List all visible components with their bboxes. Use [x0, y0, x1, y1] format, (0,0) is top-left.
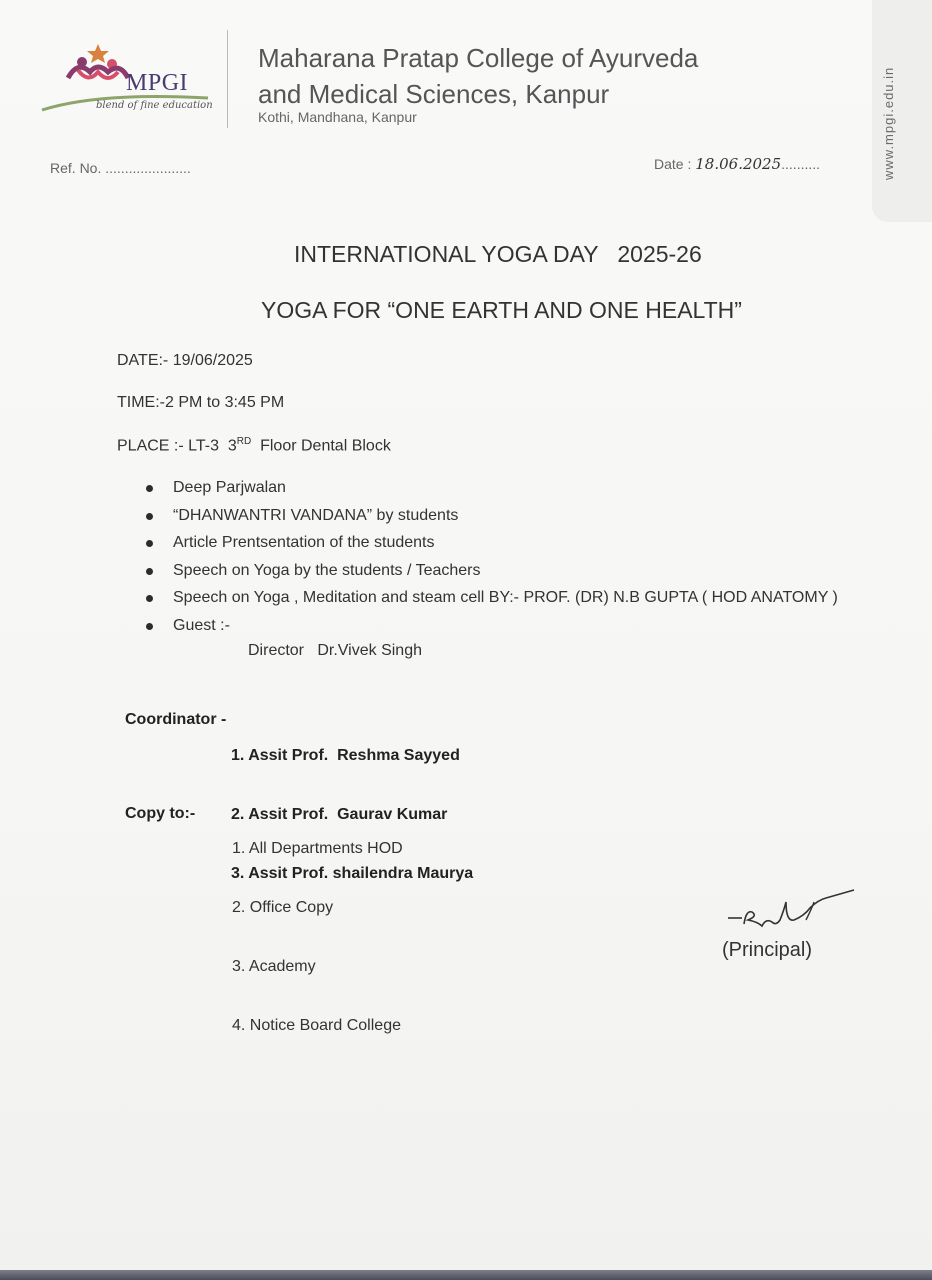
coordinator-label: Coordinator -	[125, 711, 227, 728]
copy-to-label: Copy to:-	[125, 805, 196, 822]
program-item-text: “DHANWANTRI VANDANA” by students	[173, 506, 459, 524]
date-trail: ..........	[781, 156, 821, 172]
program-item-text: Deep Parjwalan	[173, 479, 286, 496]
website-text: www.mpgi.edu.in	[881, 66, 896, 180]
list-item: 3. Assit Prof. shailendra Maurya	[231, 865, 474, 882]
list-item	[144, 561, 838, 589]
notice-subtitle: YOGA FOR “ONE EARTH AND ONE HEALTH”	[261, 297, 742, 323]
college-name-line2: and Medical Sciences, Kanpur	[258, 79, 610, 109]
bullet-icon	[146, 568, 153, 575]
list-item	[144, 616, 838, 644]
page-bottom-edge	[0, 1270, 932, 1280]
list-item	[144, 588, 838, 616]
date-handwritten: 18.06.2025	[695, 155, 782, 173]
signature-icon	[722, 880, 862, 940]
bullet-icon	[146, 595, 153, 602]
list-item: 2. Assit Prof. Gaurav Kumar	[231, 806, 448, 823]
list-item: 3. Academy	[232, 958, 316, 975]
event-time: TIME:-2 PM to 3:45 PM	[117, 394, 285, 411]
signatory-title: (Principal)	[722, 939, 813, 961]
program-item-text: Speech on Yoga by the students / Teachers	[173, 561, 481, 579]
list-item	[144, 533, 838, 561]
event-place	[117, 436, 391, 455]
bullet-icon	[146, 623, 153, 630]
place-suffix: Floor Dental Block	[251, 437, 391, 455]
bullet-icon	[146, 540, 153, 547]
bullet-icon	[146, 485, 153, 492]
list-item	[144, 506, 838, 534]
header-divider	[227, 30, 228, 128]
list-item: 1. Assit Prof. Reshma Sayyed	[231, 747, 460, 764]
college-logo	[38, 40, 218, 120]
list-item: 2. Office Copy	[232, 899, 334, 916]
list-item: 4. Notice Board College	[232, 1017, 401, 1034]
college-name-line1: Maharana Pratap College of Ayurveda	[258, 43, 699, 73]
program-item-text: Article Prentsentation of the students	[173, 534, 435, 551]
bullet-icon	[146, 513, 153, 520]
letter-date	[654, 155, 820, 173]
list-item: 1. All Departments HOD	[232, 840, 403, 857]
notice-title: INTERNATIONAL YOGA DAY 2025-26	[294, 241, 702, 267]
logo-tagline: blend of fine education	[96, 100, 213, 111]
list-item	[144, 478, 838, 506]
guest-name: Director Dr.Vivek Singh	[248, 642, 422, 659]
program-item-text: Guest :-	[173, 616, 230, 634]
program-item-text: Speech on Yoga , Meditation and steam cell BY:- PROF. (DR) N.B GUPTA ( HOD ANATOMY )	[173, 589, 838, 606]
place-prefix: PLACE :- LT-3 3	[117, 437, 237, 455]
college-address: Kothi, Mandhana, Kanpur	[258, 109, 417, 125]
event-date: DATE:- 19/06/2025	[117, 352, 253, 369]
logo-text: MPGI	[126, 70, 189, 96]
date-label: Date :	[654, 156, 696, 172]
copy-to-list	[232, 804, 403, 1076]
college-name	[258, 40, 858, 112]
program-list	[144, 478, 838, 643]
place-superscript: RD	[236, 436, 252, 447]
ref-number: Ref. No. ......................	[50, 160, 191, 176]
